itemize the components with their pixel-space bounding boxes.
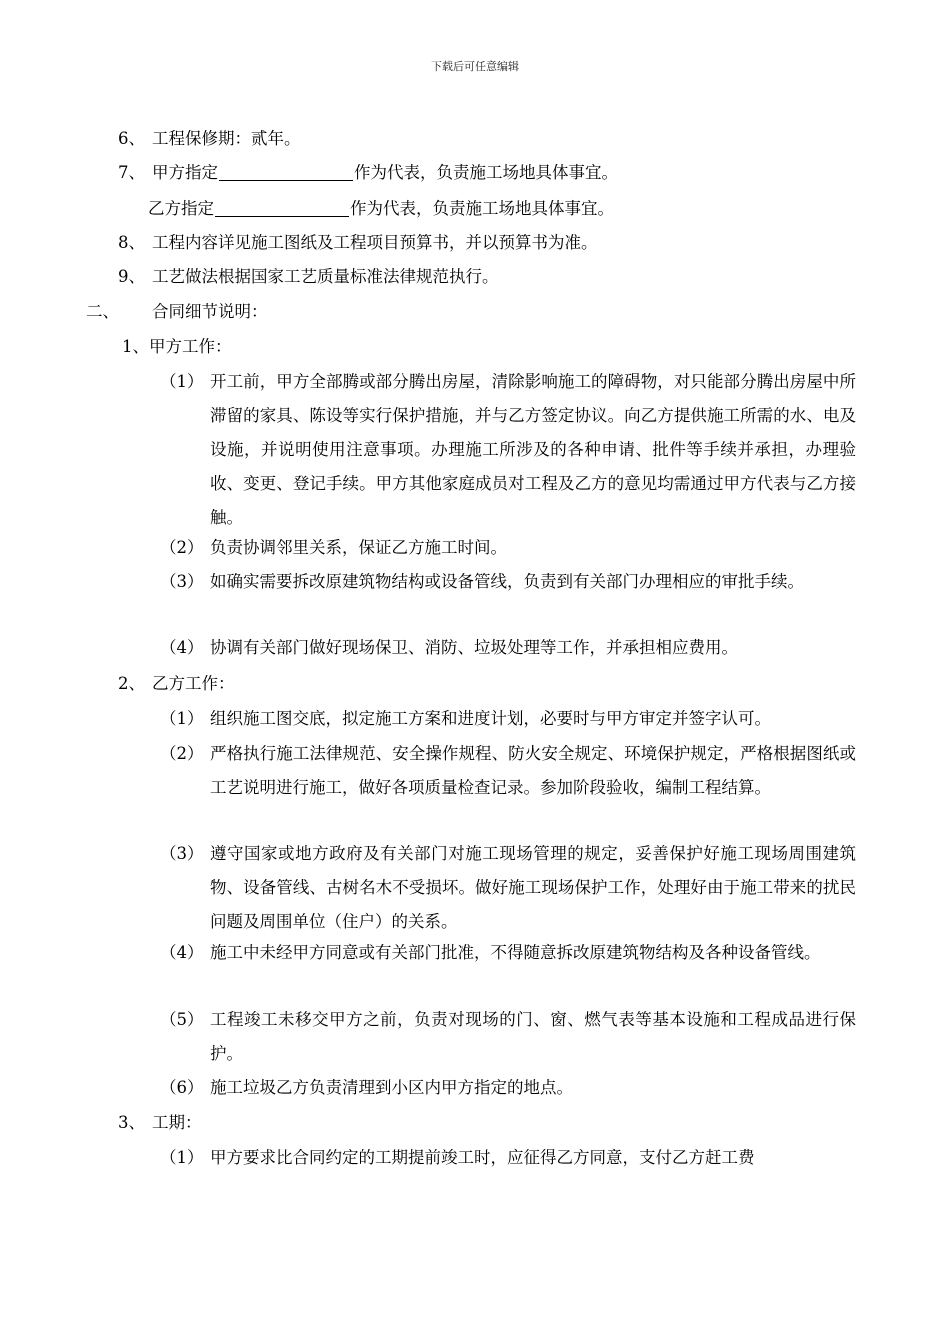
item-number: （4）: [160, 638, 204, 657]
blank-line: [215, 200, 349, 217]
subsection-heading: 乙方工作：: [152, 674, 235, 693]
subsection-heading: 工期：: [152, 1113, 202, 1132]
item-number: 8、: [118, 233, 145, 252]
item-text: 遵守国家或地方政府及有关部门对施工现场管理的规定，妥善保护好施工现场周围建筑物、设备管线、古树名木不受损坏。做好施工现场保护工作，处理好由于施工带来的扰民问题及周围单位（住户）的关系。: [210, 844, 856, 931]
item-text: 如确实需要拆改原建筑物结构或设备管线，负责到有关部门办理相应的审批手续。: [210, 572, 804, 591]
item-number: 9、: [118, 267, 145, 286]
item-text: 组织施工图交底，拟定施工方案和进度计划，必要时与甲方审定并签字认可。: [210, 709, 771, 728]
item-text: 严格执行施工法律规范、安全操作规程、防火安全规定、环境保护规定，严格根据图纸或工艺说明进行施工，做好各项质量检查记录。参加阶段验收，编制工程结算。: [210, 744, 856, 797]
item-number: （1）: [160, 1148, 204, 1167]
item-text: 开工前，甲方全部腾或部分腾出房屋，清除影响施工的障碍物，对只能部分腾出房屋中所滞留的家具、陈设等实行保护措施，并与乙方签定协议。向乙方提供施工所需的水、电及设施，并说明使用注意事项。办理施工所涉及的各种申请、批件等手续并承担，办理验收、变更、登记手续。甲方其他家庭成员对工程及乙方的意见均需通过甲方代表与乙方接触。: [210, 372, 856, 527]
item-text: 施工垃圾乙方负责清理到小区内甲方指定的地点。: [210, 1078, 573, 1097]
item-text: 工程竣工未移交甲方之前，负责对现场的门、窗、燃气表等基本设施和工程成品进行保护。: [210, 1010, 856, 1063]
item-text: 协调有关部门做好现场保卫、消防、垃圾处理等工作，并承担相应费用。: [210, 638, 738, 657]
item-text: 工艺做法根据国家工艺质量标准法律规范执行。: [152, 267, 499, 286]
page-header: 下载后可任意编辑: [431, 60, 519, 73]
item-number: （1）: [160, 709, 204, 728]
subsection-number: 3、: [118, 1113, 145, 1132]
item-text: 工程保修期：贰年。: [152, 129, 301, 148]
subsection-heading: 1、甲方工作：: [122, 337, 232, 356]
item-number: （4）: [160, 943, 204, 962]
section-number: 二、: [86, 302, 119, 321]
item-text: 甲方指定 作为代表，负责施工场地具体事宜。: [152, 163, 618, 182]
subsection-number: 2、: [118, 674, 145, 693]
item-number: （2）: [160, 538, 204, 557]
item-number: （5）: [160, 1010, 204, 1029]
item-number: （3）: [160, 572, 204, 591]
item-number: 7、: [118, 163, 145, 182]
item-number: 6、: [118, 129, 145, 148]
item-text: 甲方要求比合同约定的工期提前竣工时，应征得乙方同意，支付乙方赶工费: [210, 1148, 755, 1167]
item-number: （3）: [160, 844, 204, 863]
item-number: （1）: [160, 372, 204, 391]
blank-line: [219, 164, 353, 181]
item-text: 乙方指定 作为代表，负责施工场地具体事宜。: [148, 199, 614, 218]
item-text: 负责协调邻里关系，保证乙方施工时间。: [210, 538, 507, 557]
item-text: 施工中未经甲方同意或有关部门批准，不得随意拆改原建筑物结构及各种设备管线。: [210, 943, 821, 962]
item-number: （6）: [160, 1078, 204, 1097]
section-title: 合同细节说明：: [152, 302, 268, 321]
item-text: 工程内容详见施工图纸及工程项目预算书，并以预算书为准。: [152, 233, 598, 252]
item-number: （2）: [160, 744, 204, 763]
